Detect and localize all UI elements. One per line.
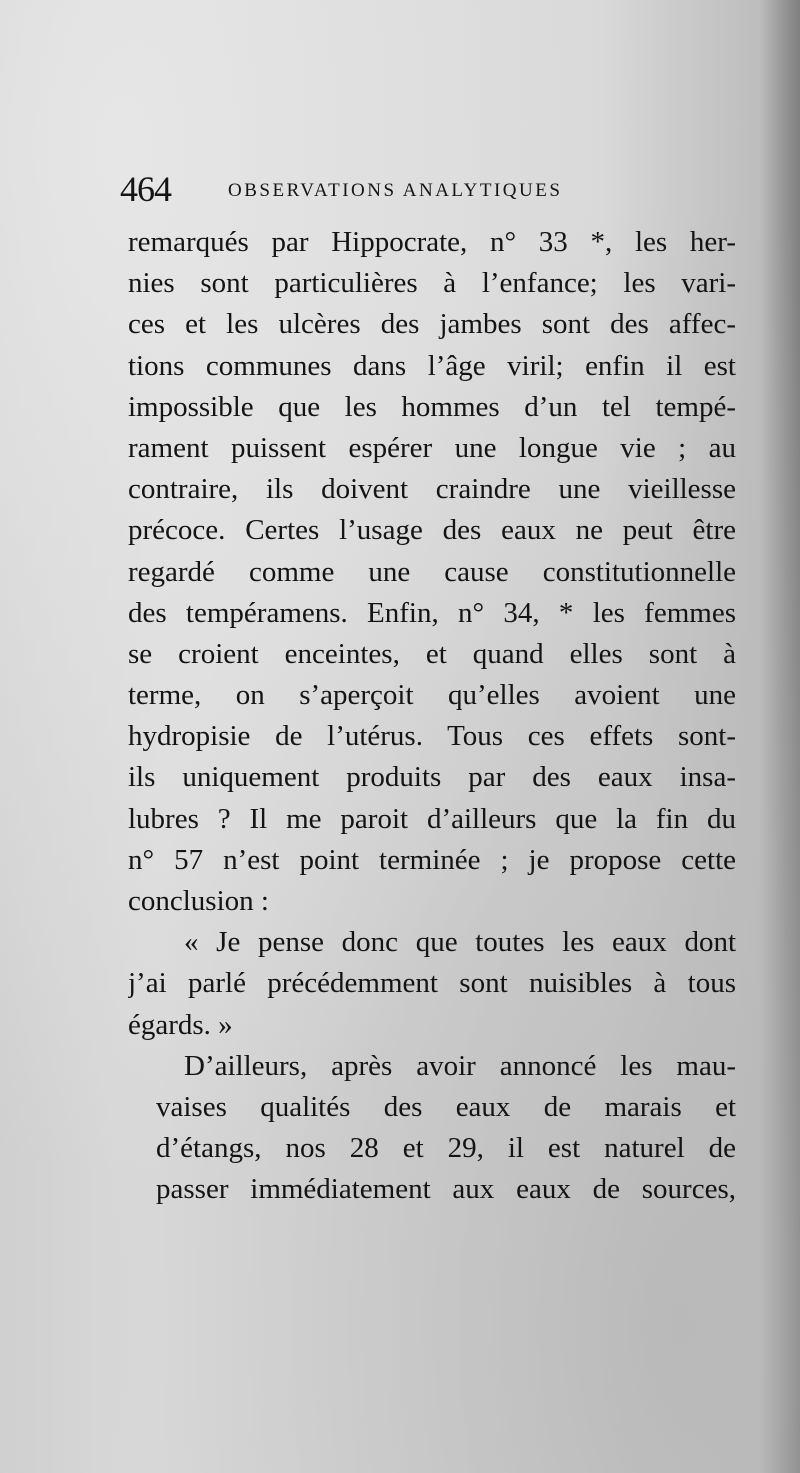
running-head: OBSERVATIONS ANALYTIQUES bbox=[228, 180, 563, 201]
text-block bbox=[128, 222, 736, 1211]
text-line: regardé comme une cause constitutionnelle bbox=[128, 555, 736, 588]
text-line: conclusion : bbox=[128, 885, 269, 917]
text-line: d’étangs, nos 28 et 29, il est naturel de bbox=[156, 1132, 736, 1165]
text-line: hydropisie de l’utérus. Tous ces effets sont- bbox=[128, 720, 736, 753]
text-line: remarqués par Hippocrate, n° 33 *, les her- bbox=[128, 226, 736, 258]
text-line: terme, on s’aperçoit qu’elles avoient une bbox=[128, 679, 736, 712]
quote-line: égards. » bbox=[128, 1008, 233, 1041]
text-line: rament puissent espérer une longue vie ; au bbox=[128, 431, 736, 464]
text-line: lubres ? Il me paroit d’ailleurs que la fin du bbox=[128, 802, 736, 835]
text-line: contraire, ils doivent craindre une vieillesse bbox=[128, 473, 736, 506]
text-line: n° 57 n’est point terminée ; je propose cette bbox=[128, 843, 736, 876]
quote-line: j’ai parlé précédemment sont nuisibles à tous bbox=[128, 967, 736, 1000]
text-line: ces et les ulcères des jambes sont des affec- bbox=[128, 308, 736, 341]
text-line: ils uniquement produits par des eaux insa- bbox=[128, 761, 736, 794]
page-edge-shadow bbox=[760, 0, 800, 1473]
quote-line: « Je pense donc que toutes les eaux dont bbox=[184, 926, 736, 959]
text-line: se croient enceintes, et quand elles sont à bbox=[128, 637, 736, 670]
page-header bbox=[120, 168, 740, 218]
page-number: 464 bbox=[120, 169, 171, 209]
text-line: des tempéramens. Enfin, n° 34, * les femmes bbox=[128, 596, 736, 629]
text-line: précoce. Certes l’usage des eaux ne peut être bbox=[128, 514, 736, 547]
text-line: vaises qualités des eaux de marais et bbox=[156, 1090, 736, 1123]
text-line: passer immédiatement aux eaux de sources, bbox=[156, 1173, 736, 1206]
text-line: tions communes dans l’âge viril; enfin il est bbox=[128, 349, 736, 382]
text-line: impossible que les hommes d’un tel tempé- bbox=[128, 390, 736, 423]
text-line: nies sont particulières à l’enfance; les vari- bbox=[128, 267, 736, 300]
text-line: D’ailleurs, après avoir annoncé les mau- bbox=[184, 1049, 736, 1082]
